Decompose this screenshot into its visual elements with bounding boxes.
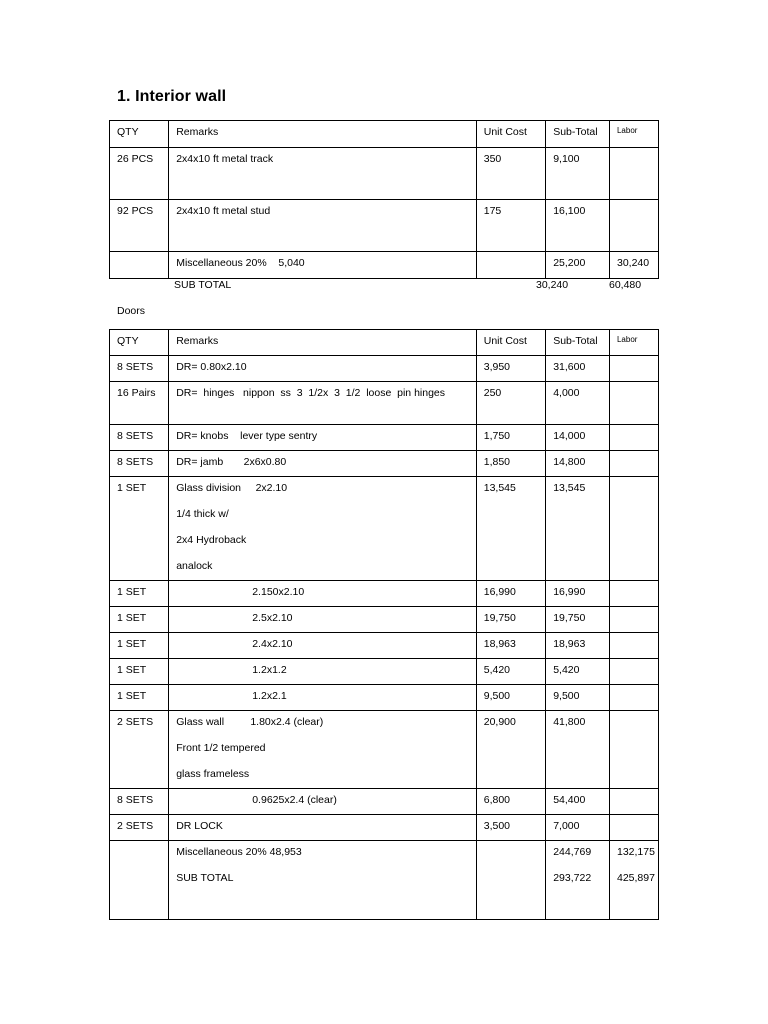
cell-sub-total: 41,800 bbox=[546, 711, 610, 789]
cell-unit-cost: 1,850 bbox=[476, 451, 545, 477]
cell-sub-total: 16,100 bbox=[546, 200, 610, 252]
labor-line: 425,897 bbox=[616, 872, 655, 884]
table-row bbox=[110, 581, 659, 607]
cell-qty: 1 SET bbox=[110, 685, 169, 711]
interior-wall-table bbox=[109, 120, 659, 279]
cell-labor bbox=[609, 685, 658, 711]
cell-qty: 8 SETS bbox=[110, 356, 169, 382]
cell-remarks: DR= 0.80x2.10 bbox=[169, 356, 477, 382]
cell-sub-total: 19,750 bbox=[546, 607, 610, 633]
remarks-text: 1.2x2.1 bbox=[252, 690, 287, 702]
cell-qty: 92 PCS bbox=[110, 200, 169, 252]
remarks-line: Miscellaneous 20% 48,953 bbox=[176, 846, 302, 858]
cell-unit-cost: 16,990 bbox=[476, 581, 545, 607]
cell-sub-total: 7,000 bbox=[546, 815, 610, 841]
cell-remarks bbox=[169, 477, 477, 581]
cell-unit-cost: 250 bbox=[476, 382, 545, 425]
table-row bbox=[110, 841, 659, 920]
remarks-line: SUB TOTAL bbox=[176, 872, 234, 884]
cell-remarks bbox=[169, 711, 477, 789]
cell-qty: 26 PCS bbox=[110, 148, 169, 200]
cell-unit-cost: 20,900 bbox=[476, 711, 545, 789]
table-row bbox=[110, 607, 659, 633]
cell-labor bbox=[609, 711, 658, 789]
cell-sub-total: 54,400 bbox=[546, 789, 610, 815]
cell-qty: 8 SETS bbox=[110, 789, 169, 815]
cell-labor: 30,240 bbox=[609, 252, 658, 279]
sub-total-line: 293,722 bbox=[553, 872, 592, 884]
table-row bbox=[110, 451, 659, 477]
cell-unit-cost: 175 bbox=[476, 200, 545, 252]
cell-unit-cost: 19,750 bbox=[476, 607, 545, 633]
remarks-line: 1/4 thick w/ bbox=[176, 508, 229, 520]
remarks-line: analock bbox=[176, 560, 213, 572]
cell-remarks bbox=[169, 685, 477, 711]
table-row bbox=[110, 659, 659, 685]
remarks-text: 0.9625x2.4 (clear) bbox=[252, 794, 337, 806]
table-row bbox=[110, 789, 659, 815]
remarks-text: 2.150x2.10 bbox=[252, 586, 305, 598]
cell-sub-total: 14,800 bbox=[546, 451, 610, 477]
cell-remarks: Miscellaneous 20% 5,040 bbox=[169, 252, 477, 279]
table-row bbox=[110, 711, 659, 789]
cell-unit-cost: 3,950 bbox=[476, 356, 545, 382]
header-labor: Labor bbox=[609, 121, 658, 148]
cell-labor bbox=[609, 477, 658, 581]
table-row bbox=[110, 425, 659, 451]
remarks-line: 2x4 Hydroback bbox=[176, 534, 247, 546]
subtotal-sub-total: 30,240 bbox=[536, 279, 569, 291]
table-row bbox=[110, 356, 659, 382]
header-unit-cost: Unit Cost bbox=[476, 121, 545, 148]
remarks-line: Glass division 2x2.10 bbox=[176, 482, 288, 494]
cell-sub-total: 5,420 bbox=[546, 659, 610, 685]
cell-remarks: DR LOCK bbox=[169, 815, 477, 841]
cell-labor bbox=[609, 841, 658, 920]
cell-sub-total: 9,500 bbox=[546, 685, 610, 711]
table-row bbox=[110, 252, 659, 279]
table-row bbox=[110, 815, 659, 841]
cell-remarks: 2x4x10 ft metal stud bbox=[169, 200, 477, 252]
subtotal-labor: 60,480 bbox=[609, 279, 642, 291]
cell-sub-total: 14,000 bbox=[546, 425, 610, 451]
cell-labor bbox=[609, 356, 658, 382]
cell-remarks bbox=[169, 633, 477, 659]
cell-qty: 1 SET bbox=[110, 607, 169, 633]
header-qty: QTY bbox=[110, 121, 169, 148]
remarks-line: Front 1/2 tempered bbox=[176, 742, 266, 754]
header-qty: QTY bbox=[110, 330, 169, 356]
remarks-line: Glass wall 1.80x2.4 (clear) bbox=[176, 716, 324, 728]
cell-unit-cost: 5,420 bbox=[476, 659, 545, 685]
cell-remarks: 2x4x10 ft metal track bbox=[169, 148, 477, 200]
subtotal-label: SUB TOTAL bbox=[174, 279, 232, 291]
table-header-row bbox=[110, 330, 659, 356]
header-labor: Labor bbox=[609, 330, 658, 356]
cell-sub-total: 31,600 bbox=[546, 356, 610, 382]
table-row bbox=[110, 633, 659, 659]
cell-remarks: DR= jamb 2x6x0.80 bbox=[169, 451, 477, 477]
cell-sub-total: 9,100 bbox=[546, 148, 610, 200]
cell-sub-total bbox=[546, 841, 610, 920]
cell-sub-total: 13,545 bbox=[546, 477, 610, 581]
cell-qty: 2 SETS bbox=[110, 711, 169, 789]
remarks-line: glass frameless bbox=[176, 768, 250, 780]
header-sub-total: Sub-Total bbox=[546, 121, 610, 148]
cell-unit-cost: 9,500 bbox=[476, 685, 545, 711]
header-unit-cost: Unit Cost bbox=[476, 330, 545, 356]
cell-qty: 1 SET bbox=[110, 477, 169, 581]
cell-qty: 8 SETS bbox=[110, 425, 169, 451]
cell-sub-total: 18,963 bbox=[546, 633, 610, 659]
cell-labor bbox=[609, 425, 658, 451]
cell-unit-cost bbox=[476, 841, 545, 920]
cell-qty: 1 SET bbox=[110, 659, 169, 685]
cell-sub-total: 25,200 bbox=[546, 252, 610, 279]
remarks-text: 2.5x2.10 bbox=[252, 612, 293, 624]
cell-qty: 16 Pairs bbox=[110, 382, 169, 425]
cell-remarks bbox=[169, 789, 477, 815]
cell-labor bbox=[609, 451, 658, 477]
cell-labor bbox=[609, 659, 658, 685]
cell-labor bbox=[609, 607, 658, 633]
labor-line: 132,175 bbox=[616, 846, 655, 858]
cell-unit-cost: 3,500 bbox=[476, 815, 545, 841]
cell-remarks: DR= knobs lever type sentry bbox=[169, 425, 477, 451]
cell-unit-cost: 13,545 bbox=[476, 477, 545, 581]
cell-unit-cost: 1,750 bbox=[476, 425, 545, 451]
cell-qty: 2 SETS bbox=[110, 815, 169, 841]
remarks-text: 1.2x1.2 bbox=[252, 664, 287, 676]
header-sub-total: Sub-Total bbox=[546, 330, 610, 356]
table-header-row bbox=[110, 121, 659, 148]
cell-remarks bbox=[169, 659, 477, 685]
cell-labor bbox=[609, 789, 658, 815]
cell-unit-cost: 6,800 bbox=[476, 789, 545, 815]
cell-labor bbox=[609, 148, 658, 200]
header-remarks: Remarks bbox=[169, 121, 477, 148]
cell-remarks bbox=[169, 841, 477, 920]
cell-qty bbox=[110, 252, 169, 279]
cell-qty: 1 SET bbox=[110, 633, 169, 659]
cell-labor bbox=[609, 581, 658, 607]
header-remarks: Remarks bbox=[169, 330, 477, 356]
sub-total-line: 244,769 bbox=[553, 846, 592, 858]
cell-labor bbox=[609, 200, 658, 252]
table-row bbox=[110, 685, 659, 711]
table-row bbox=[110, 477, 659, 581]
cell-sub-total: 16,990 bbox=[546, 581, 610, 607]
table-row bbox=[110, 382, 659, 425]
cell-labor bbox=[609, 815, 658, 841]
cell-unit-cost: 18,963 bbox=[476, 633, 545, 659]
cell-sub-total: 4,000 bbox=[546, 382, 610, 425]
cell-remarks: DR= hinges nippon ss 3 1/2x 3 1/2 loose pin hinges bbox=[169, 382, 477, 425]
cell-unit-cost: 350 bbox=[476, 148, 545, 200]
cell-remarks bbox=[169, 607, 477, 633]
cell-qty: 1 SET bbox=[110, 581, 169, 607]
doors-table bbox=[109, 329, 659, 920]
doors-heading: Doors bbox=[117, 305, 146, 317]
cell-labor bbox=[609, 382, 658, 425]
table-row bbox=[110, 200, 659, 252]
cell-remarks bbox=[169, 581, 477, 607]
section-title: 1. Interior wall bbox=[117, 88, 227, 105]
cell-qty bbox=[110, 841, 169, 920]
cell-unit-cost bbox=[476, 252, 545, 279]
cell-qty: 8 SETS bbox=[110, 451, 169, 477]
table-row bbox=[110, 148, 659, 200]
remarks-text: 2.4x2.10 bbox=[252, 638, 293, 650]
cell-labor bbox=[609, 633, 658, 659]
